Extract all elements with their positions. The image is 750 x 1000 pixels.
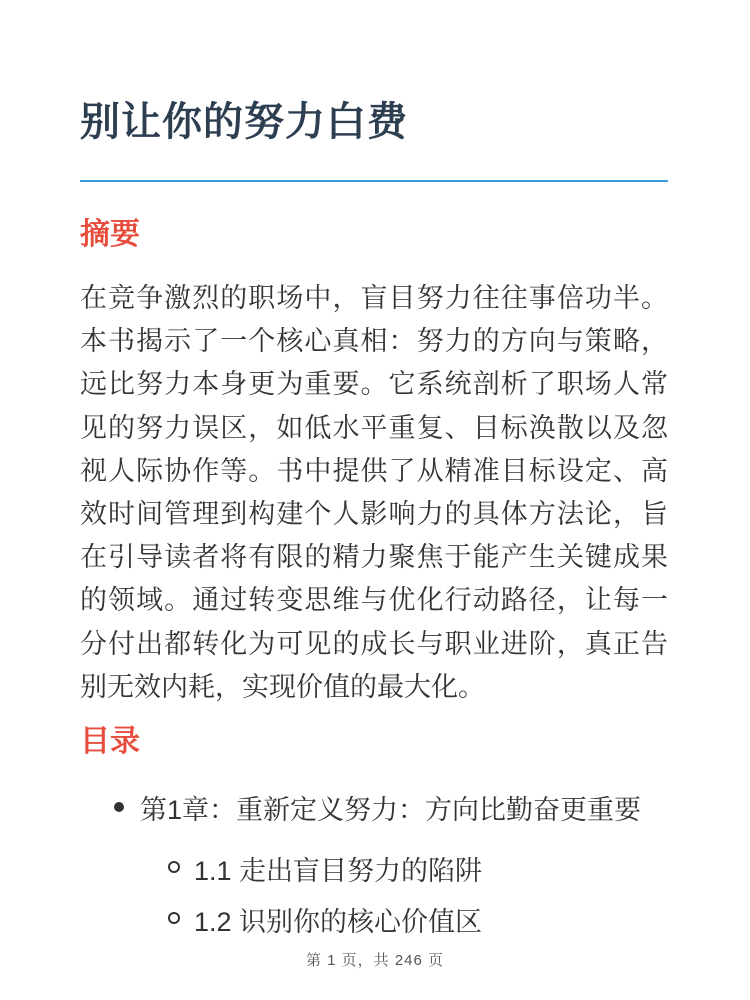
toc-section-label: 1.1 走出盲目努力的陷阱 xyxy=(194,855,483,886)
abstract-heading: 摘要 xyxy=(80,218,140,251)
title-divider xyxy=(80,180,668,182)
bullet-disc-icon xyxy=(114,802,124,812)
toc-section-item xyxy=(80,900,668,939)
bullet-circle-icon xyxy=(168,861,180,873)
toc-section-label: 1.2 识别你的核心价值区 xyxy=(194,906,483,937)
abstract-body: 在竞争激烈的职场中，盲目努力往往事倍功半。本书揭示了一个核心真相：努力的方向与策略，远比努力本身更为重要。它系统剖析了职场人常见的努力误区，如低水平重复、目标涣散以及忽视人际协作等。书中提供了从精准目标设定、高效时间管理到构建个人影响力的具体方法论，旨在引导读者将有限的精力聚焦于能产生关键成果的领域。通过转变思维与优化行动路径，让每一分付出都转化为可见的成长与职业进阶，真正告别无效内耗，实现价值的最大化。 xyxy=(80,283,668,702)
toc-heading: 目录 xyxy=(80,724,140,758)
toc-list xyxy=(80,788,668,939)
page-title: 别让你的努力白费 xyxy=(80,100,408,144)
toc-section-item xyxy=(80,849,668,888)
toc-chapter-label: 第1章：重新定义努力：方向比勤奋更重要 xyxy=(140,794,642,825)
toc-sublist xyxy=(80,849,668,939)
bullet-circle-icon xyxy=(168,912,180,924)
toc-sublist-wrapper xyxy=(80,849,668,939)
toc-chapter-item xyxy=(80,788,668,827)
page-number-footer: 第 1 页，共 246 页 xyxy=(305,952,445,969)
